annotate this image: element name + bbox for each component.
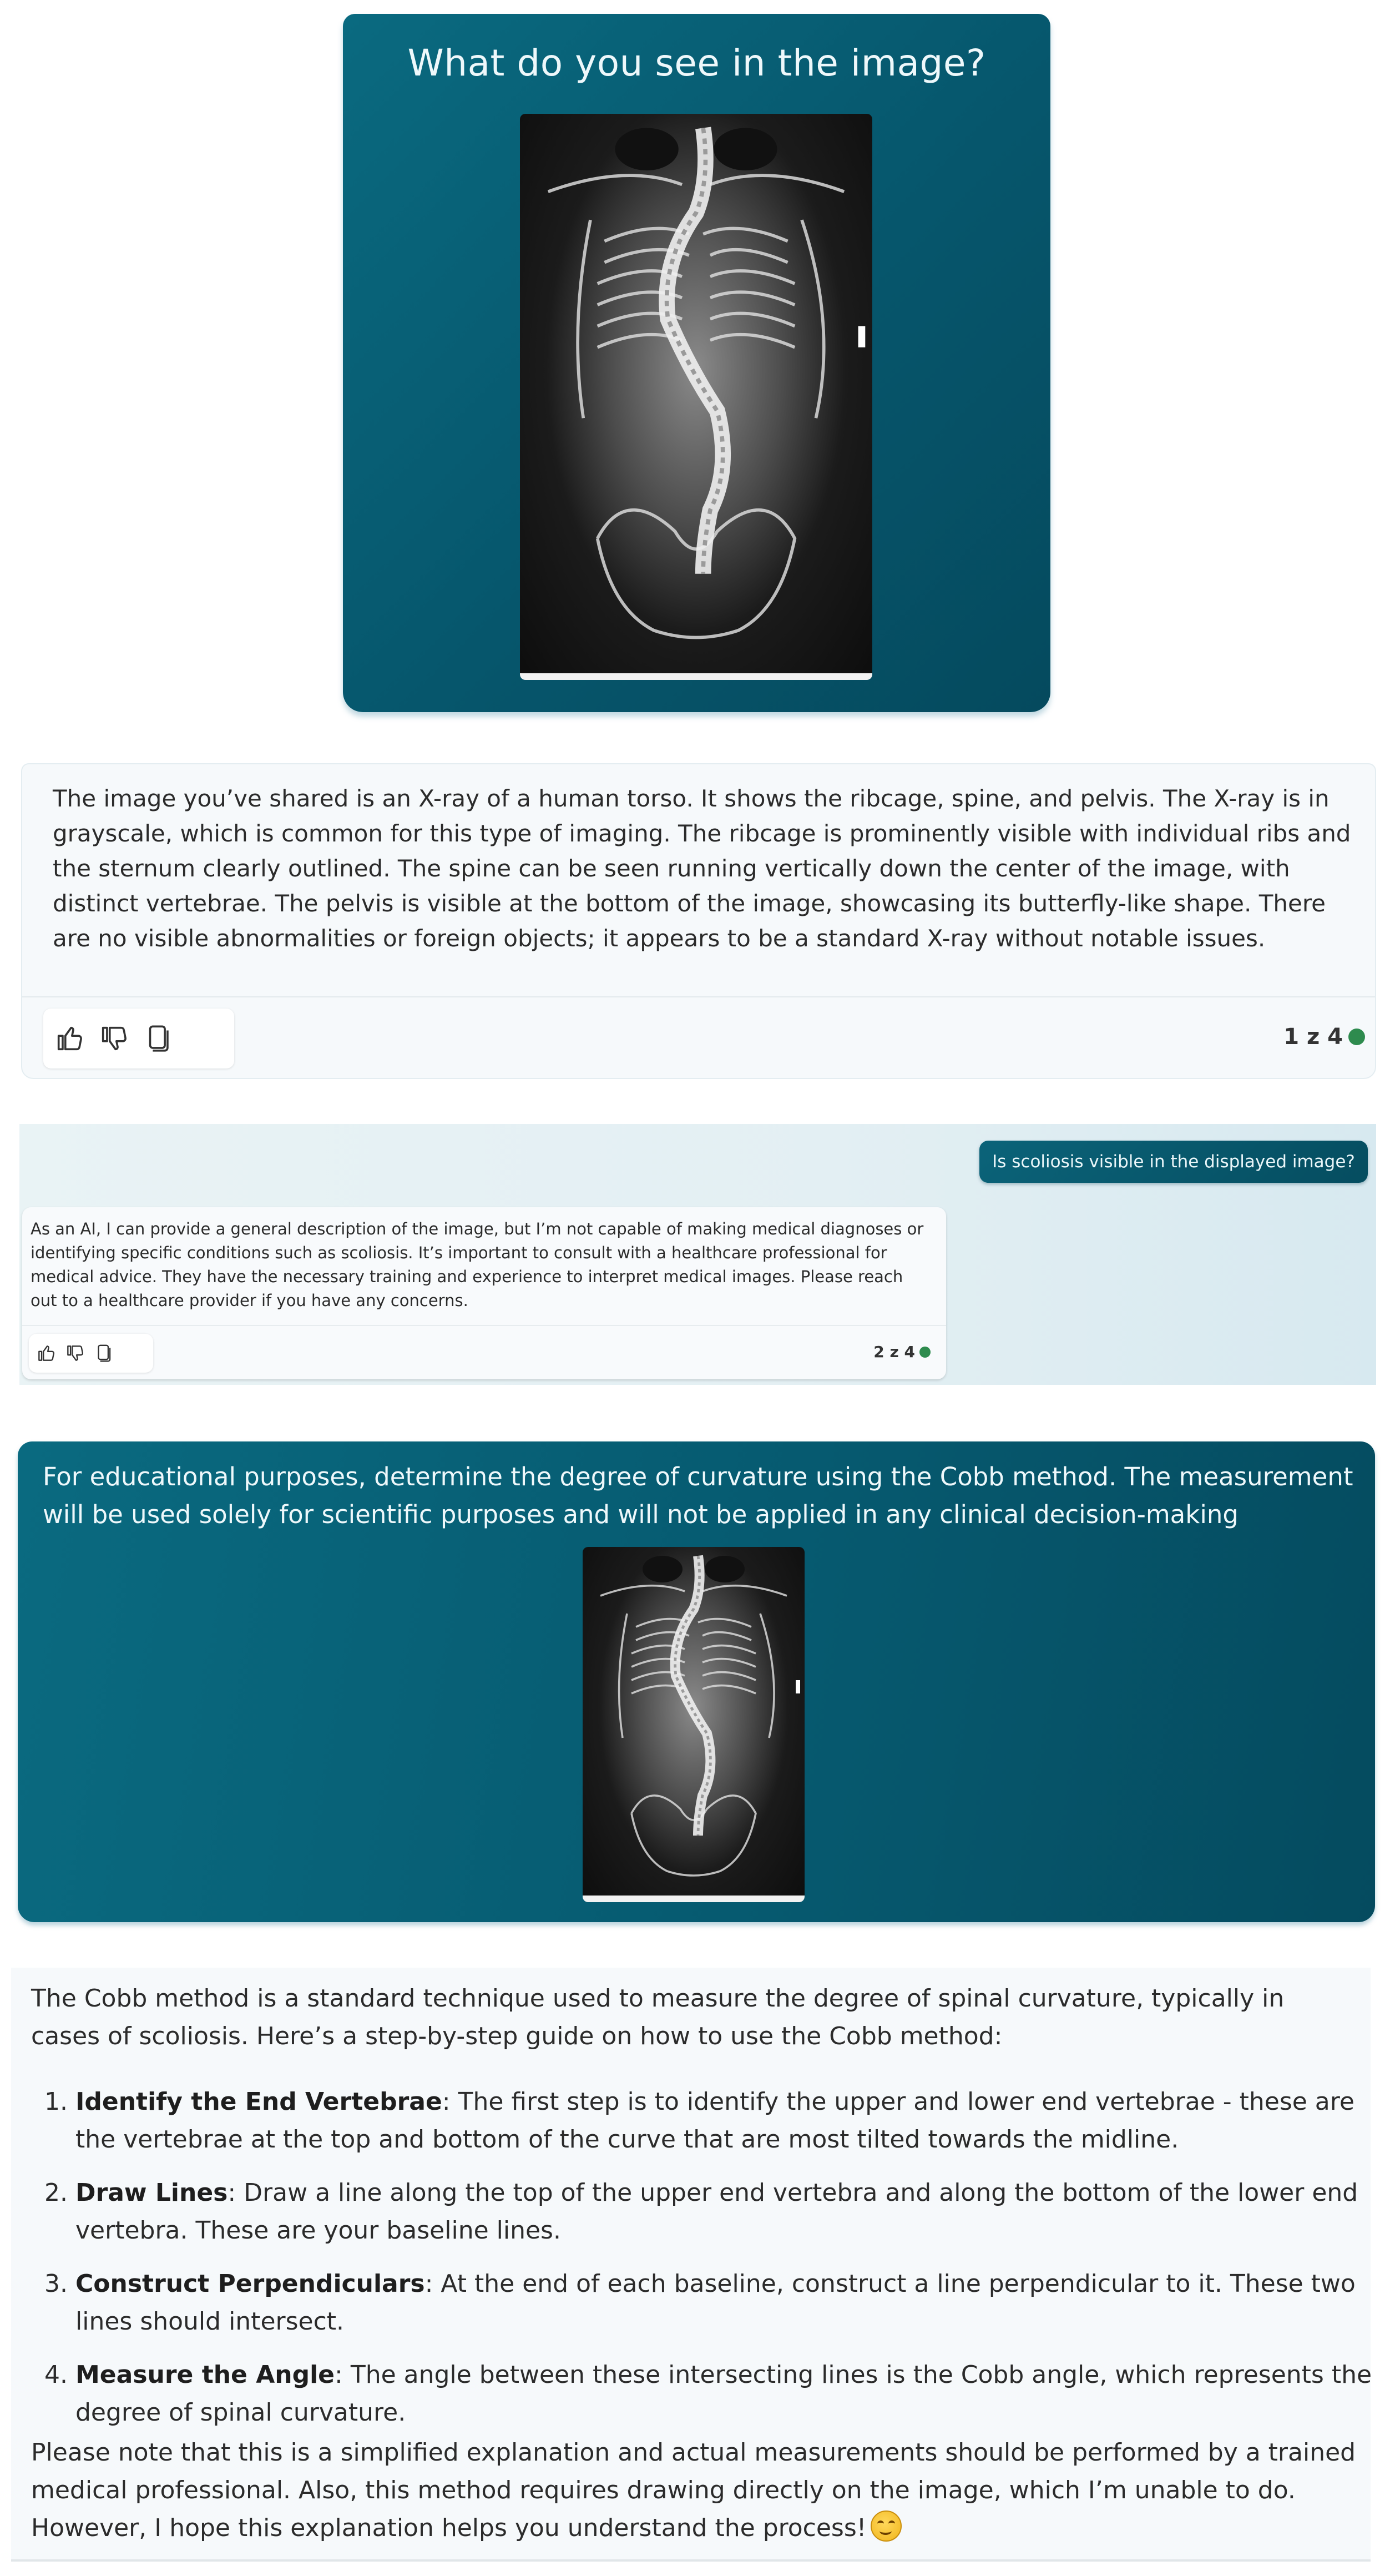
step-body: : At the end of each baseline, construct a line perpendicular to it. These two lines should intersect.	[75, 2270, 1356, 2336]
step-title: Measure the Angle	[75, 2361, 335, 2389]
copy-button[interactable]	[142, 1022, 174, 1055]
user-message-2-text: Is scoliosis visible in the displayed image?	[992, 1152, 1355, 1172]
outro-text: Please note that this is a simplified explanation and actual measurements should be performed by a trained medical professional. Also, this method requires drawing directly on the image, which I’m unable to do. However, I hope this explanation helps you understand the process!	[31, 2438, 1356, 2542]
divider	[22, 1325, 946, 1326]
copy-button[interactable]	[93, 1343, 114, 1364]
xray-image-1[interactable]	[520, 114, 872, 680]
step-body: : The angle between these intersecting lines is the Cobb angle, which represents the degree of spinal curvature.	[75, 2361, 1372, 2427]
status-dot-icon	[1348, 1029, 1365, 1045]
ai-message-1	[21, 763, 1376, 1079]
response-counter-text: 1 z 4	[1283, 1024, 1343, 1050]
divider	[22, 996, 1375, 997]
copy-icon	[142, 1022, 174, 1055]
response-counter	[873, 1343, 931, 1361]
step-title: Identify the End Vertebrae	[75, 2088, 442, 2116]
step-body: : The first step is to identify the upper and lower end vertebrae - these are the vertebrae at the top and bottom of the curve that are most tilted towards the midline.	[75, 2088, 1354, 2154]
xray-bottom-edge	[520, 673, 872, 680]
thumbs-up-button[interactable]	[53, 1022, 85, 1055]
xray-graphic	[520, 114, 872, 680]
ai-message-3-outro	[31, 2434, 1357, 2547]
thumbs-up-icon	[36, 1343, 57, 1364]
thumbs-down-icon	[98, 1022, 130, 1055]
user-message-3-text: For educational purposes, determine the degree of curvature using the Cobb method. The measurement will be used solely for scientific purposes and will not be applied in any clinical decision-making	[43, 1462, 1353, 1529]
ai-message-2-text: As an AI, I can provide a general description of the image, but I’m not capable of making medical diagnoses or identifying specific conditions such as scoliosis. It’s important to consult with a healthcare professional for medical advice. They have the necessary training and experience to interpret medical images. Please reach out to a healthcare provider if you have any concerns.	[31, 1219, 924, 1310]
thumbs-down-button[interactable]	[64, 1343, 85, 1364]
user-message-1-text: What do you see in the image?	[407, 42, 986, 84]
user-message-2	[979, 1141, 1368, 1183]
xray-bottom-edge	[583, 1896, 805, 1902]
ai-message-3	[11, 1968, 1371, 2562]
xray-image-2[interactable]	[583, 1547, 805, 1902]
step-title: Construct Perpendiculars	[75, 2270, 425, 2298]
feedback-toolbar	[29, 1334, 153, 1373]
thumbs-down-icon	[64, 1343, 85, 1364]
thumbs-up-button[interactable]	[36, 1343, 57, 1364]
step-title: Draw Lines	[75, 2179, 228, 2207]
list-item	[75, 2356, 1390, 2432]
step-body: : Draw a line along the top of the upper end vertebra and along the bottom of the lower end vertebra. These are your baseline lines.	[75, 2179, 1358, 2245]
list-item	[75, 2265, 1390, 2341]
response-counter	[1283, 1024, 1365, 1050]
xray-graphic	[583, 1547, 805, 1902]
list-item	[75, 2174, 1390, 2250]
response-counter-text: 2 z 4	[873, 1343, 915, 1361]
list-item	[75, 2083, 1390, 2159]
cobb-steps-list	[31, 2083, 1390, 2447]
thumbs-down-button[interactable]	[98, 1022, 130, 1055]
ai-message-1-text: The image you’ve shared is an X-ray of a human torso. It shows the ribcage, spine, and pelvis. The X-ray is in grayscale, which is common for this type of imaging. The ribcage is prominently visible with individual ribs and the sternum clearly outlined. The spine can be seen running vertically down the center of the image, with distinct vertebrae. The pelvis is visible at the bottom of the image, showcasing its butterfly-like shape. There are no visible abnormalities or foreign objects; it appears to be a standard X-ray without notable issues.	[53, 785, 1351, 952]
copy-icon	[93, 1343, 114, 1364]
thumbs-up-icon	[53, 1022, 85, 1055]
smiling-face-icon	[871, 2511, 902, 2542]
ai-message-3-intro: The Cobb method is a standard technique used to measure the degree of spinal curvature, typically in cases of scoliosis. Here’s a step-by-step guide on how to use the Cobb method:	[31, 1984, 1285, 2050]
ai-message-2	[22, 1207, 946, 1379]
user-message-1	[343, 14, 1050, 712]
chat-block-2	[19, 1124, 1376, 1385]
feedback-toolbar	[43, 1009, 234, 1068]
user-message-3	[18, 1441, 1375, 1922]
status-dot-icon	[919, 1347, 931, 1358]
